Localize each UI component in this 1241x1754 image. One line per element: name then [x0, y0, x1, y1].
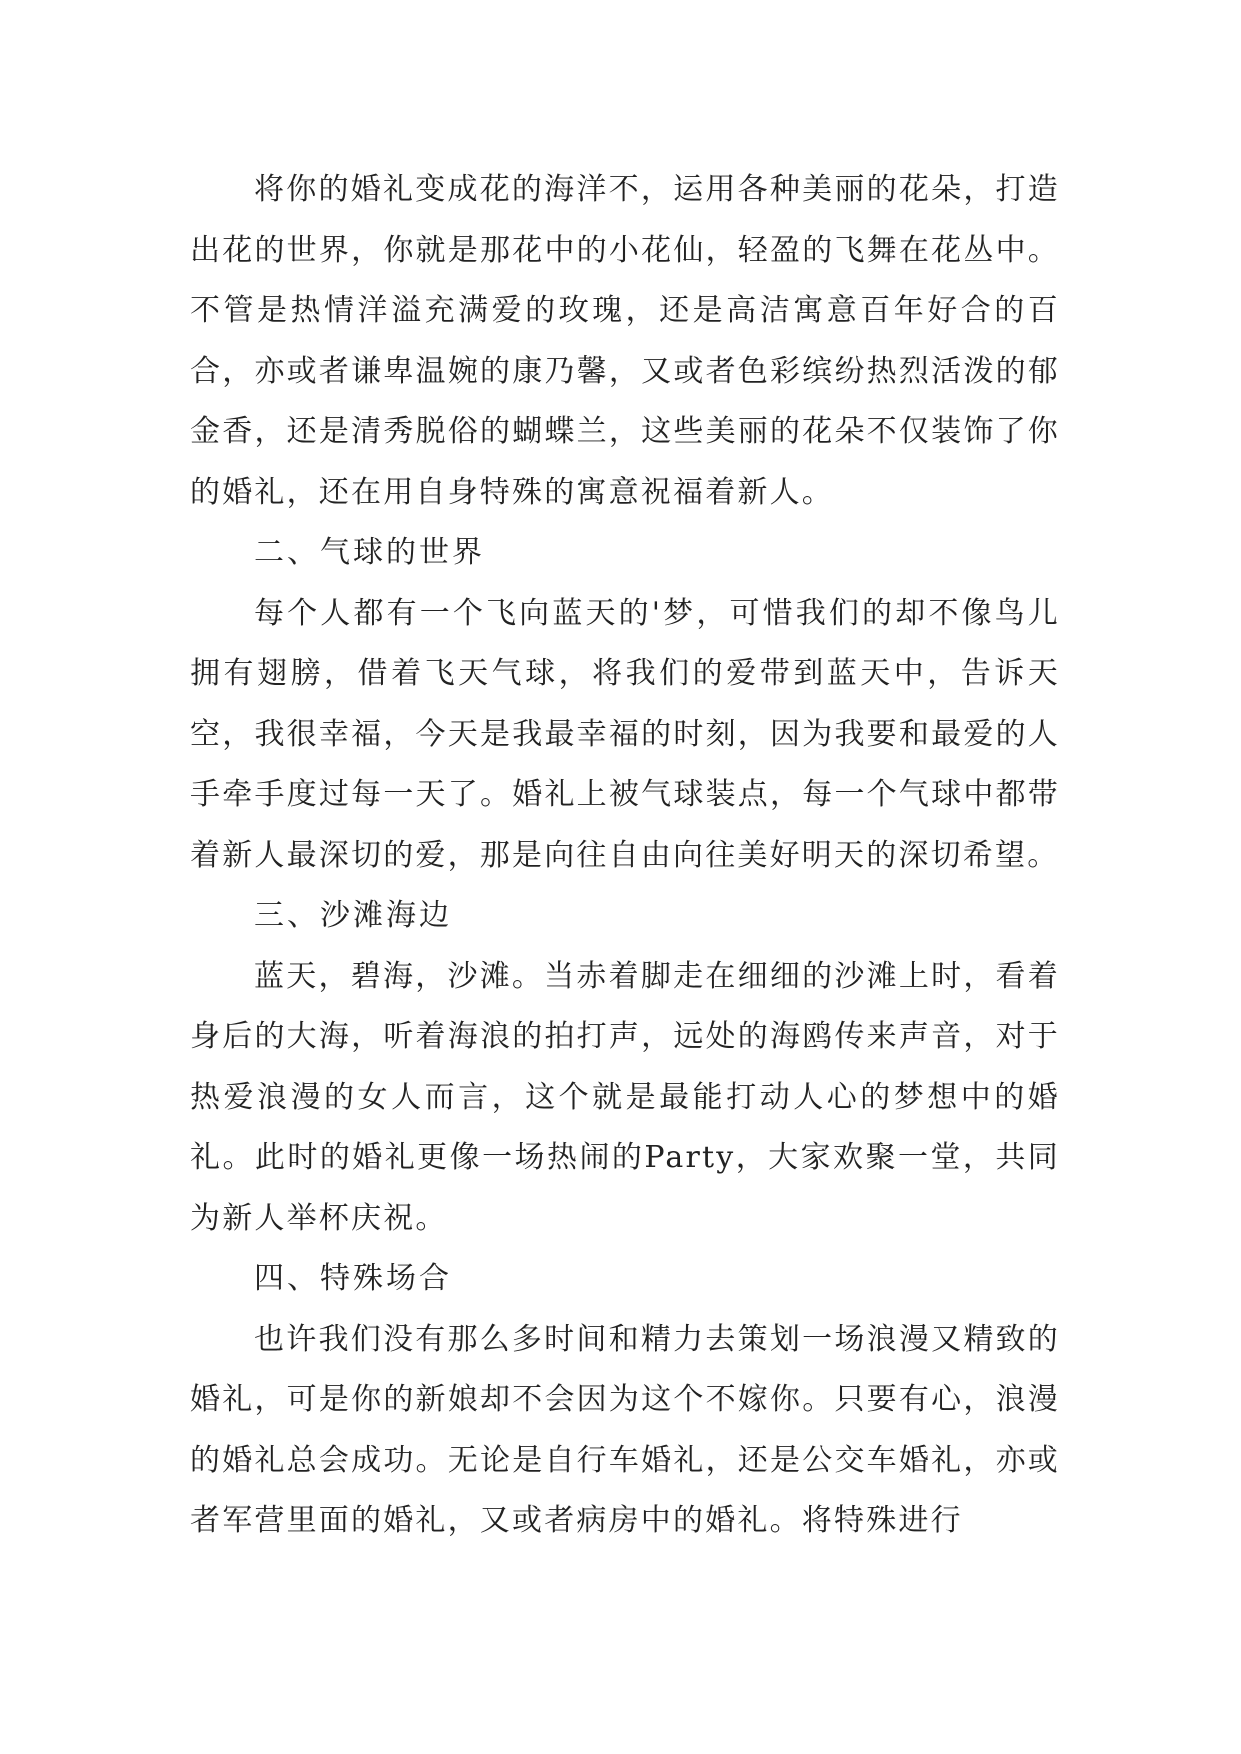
paragraph-special: 也许我们没有那么多时间和精力去策划一场浪漫又精致的婚礼，可是你的新娘却不会因为这个不嫁你。只要有心，浪漫的婚礼总会成功。无论是自行车婚礼，还是公交车婚礼，亦或者军营里面的婚礼，又或者病房中的婚礼。将特殊进行	[190, 1321, 1060, 1538]
section-heading-special: 四、特殊场合	[254, 1261, 452, 1296]
section-heading-beach: 三、沙滩海边	[254, 898, 452, 933]
paragraph-beach: 蓝天，碧海，沙滩。当赤着脚走在细细的沙滩上时，看着身后的大海，听着海浪的拍打声，远处的海鸥传来声音，对于热爱浪漫的女人而言，这个就是最能打动人心的梦想中的婚礼。此时的婚礼更像一场热闹的Party，大家欢聚一堂，共同为新人举杯庆祝。	[190, 958, 1060, 1236]
paragraph-flowers: 将你的婚礼变成花的海洋不，运用各种美丽的花朵，打造出花的世界，你就是那花中的小花仙，轻盈的飞舞在花丛中。不管是热情洋溢充满爱的玫瑰，还是高洁寓意百年好合的百合，亦或者谦卑温婉的康乃馨，又或者色彩缤纷热烈活泼的郁金香，还是清秀脱俗的蝴蝶兰，这些美丽的花朵不仅装饰了你的婚礼，还在用自身特殊的寓意祝福着新人。	[190, 172, 1060, 510]
section-heading-balloons: 二、气球的世界	[254, 535, 485, 570]
document-body	[190, 160, 1060, 1552]
paragraph-balloons: 每个人都有一个飞向蓝天的'梦，可惜我们的却不像鸟儿拥有翅膀，借着飞天气球，将我们的爱带到蓝天中，告诉天空，我很幸福，今天是我最幸福的时刻，因为我要和最爱的人手牵手度过每一天了。婚礼上被气球装点，每一个气球中都带着新人最深切的爱，那是向往自由向往美好明天的深切希望。	[190, 595, 1060, 873]
